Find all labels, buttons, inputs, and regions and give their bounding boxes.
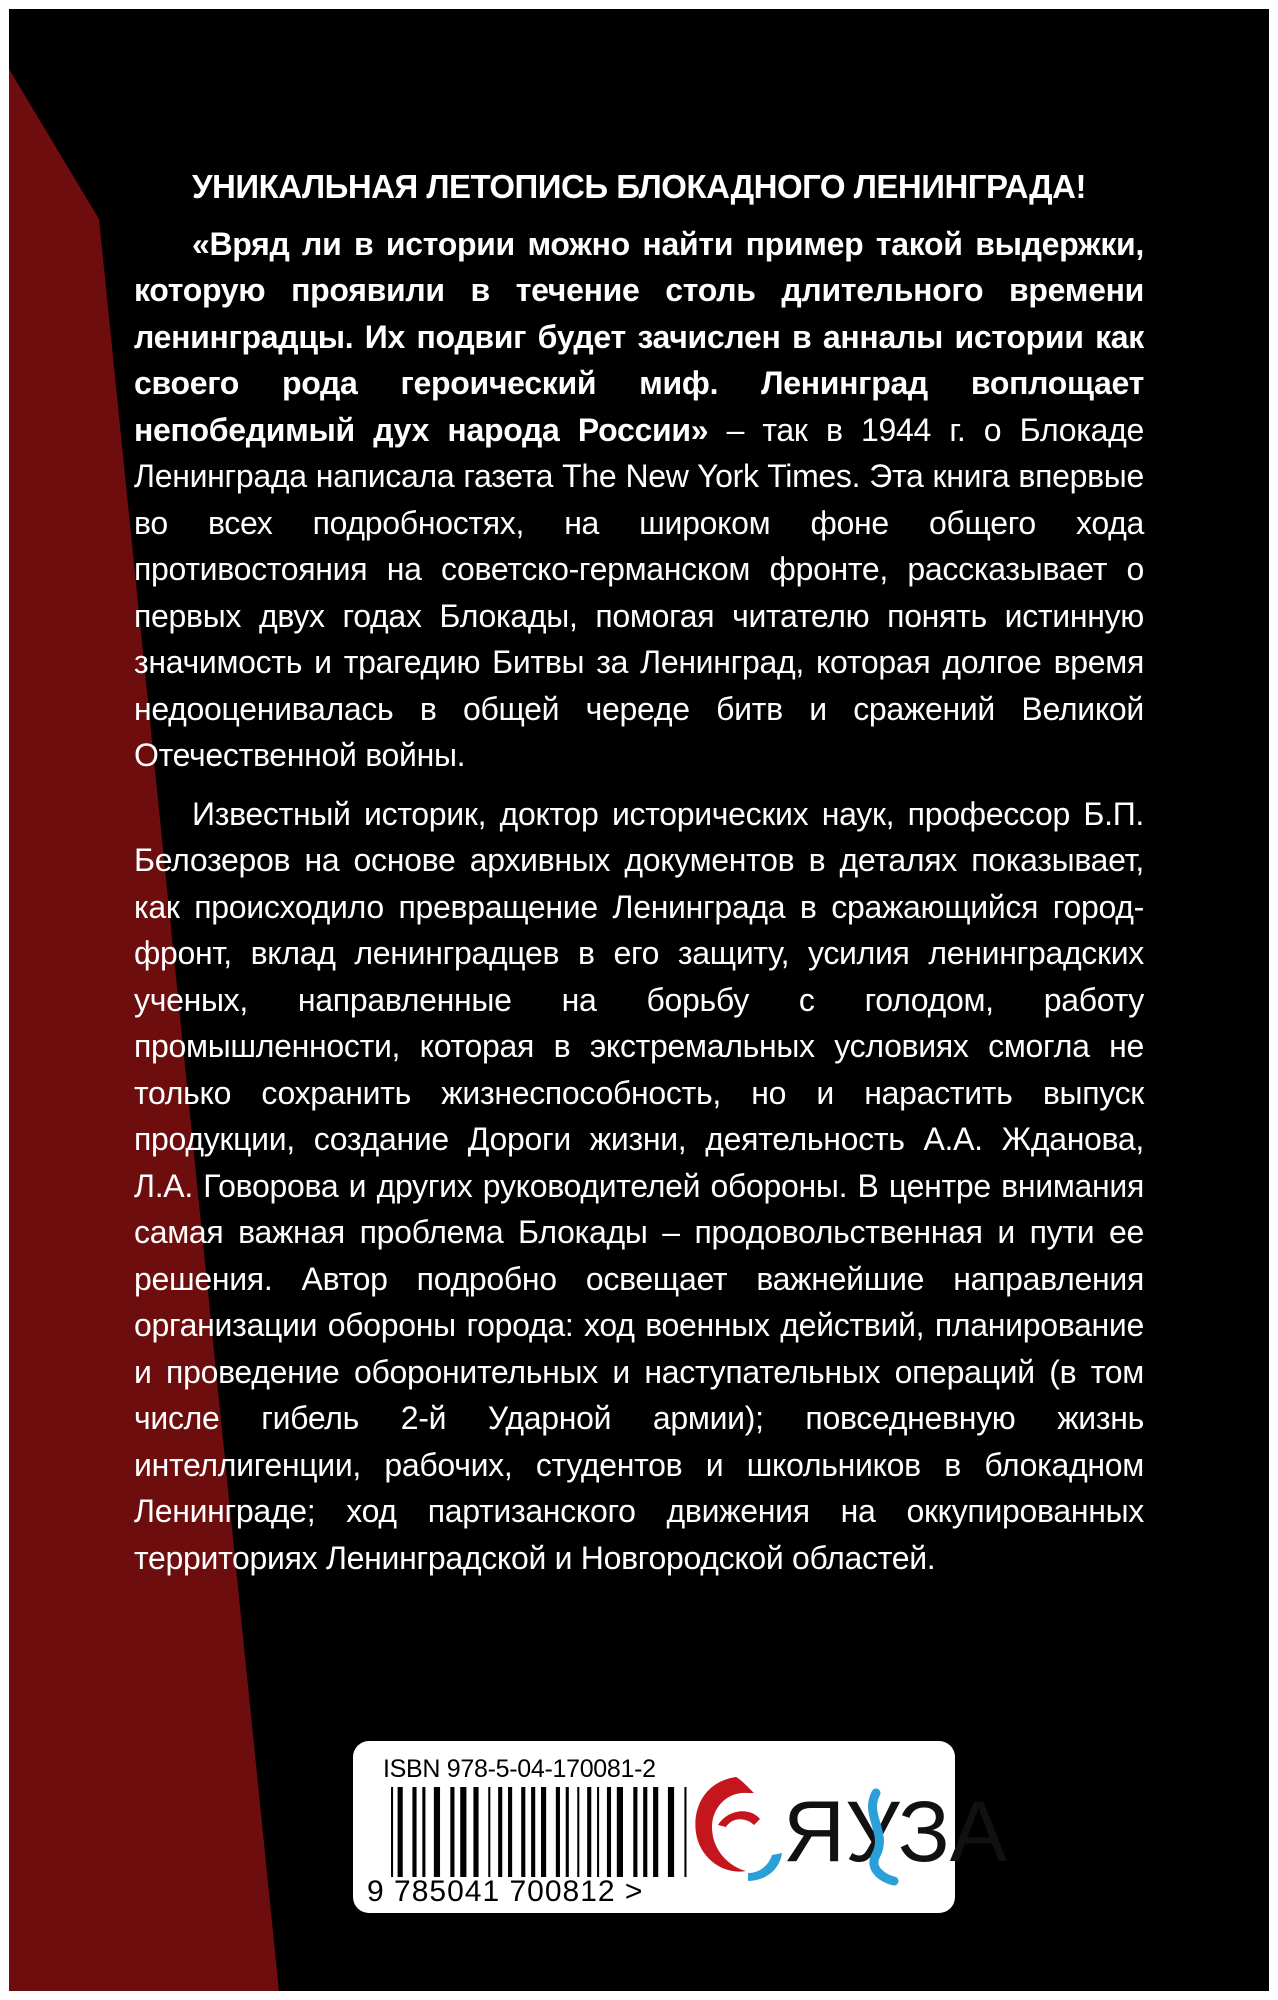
barcode-bar	[653, 1787, 658, 1877]
barcode-bars	[391, 1787, 691, 1877]
barcode-bar	[460, 1787, 466, 1877]
barcode-bar	[607, 1787, 611, 1877]
barcode-bar	[521, 1787, 525, 1877]
barcode-bar	[434, 1787, 440, 1877]
eksmo-e-icon	[695, 1777, 782, 1881]
barcode-bar	[412, 1787, 416, 1877]
barcode-bar	[643, 1787, 647, 1877]
times-quote: «Вряд ли в истории можно найти пример такой выдержки, которую проявили в течение столь длительного времени ленинградцы. Их подвиг будет зачислен в анналы истории как своего рода героический миф. Ленинград воплощает непобедимый дух народа России»	[134, 225, 1144, 448]
barcode-bar	[577, 1787, 579, 1877]
yauza-logo	[688, 1763, 1008, 1893]
paragraph-1-rest: – так в 1944 г. о Блокаде Ленинграда написала газета The New York Times. Эта книга впервые во всех подробностях, на широком фоне общего хода противостояния на советско-германском фронте, рассказывает о первых двух годах Блокады, помогая читателю понять истинную значимость и трагедию Битвы за Ленинград, которая долгое время недооценивалась в общей череде битв и сражений Великой Отечественной войны.	[134, 411, 1144, 773]
annotation-paragraph-1	[134, 221, 1144, 779]
barcode-panel	[353, 1741, 1008, 1913]
barcode-bar	[488, 1787, 490, 1877]
barcode-digits: 9 785041 700812 >	[367, 1875, 644, 1908]
barcode-bar	[473, 1787, 478, 1877]
headline: УНИКАЛЬНАЯ ЛЕТОПИСЬ БЛОКАДНОГО ЛЕНИНГРАДА!	[192, 168, 1086, 205]
annotation-text	[134, 164, 1144, 1581]
barcode-bar	[531, 1787, 535, 1877]
barcode-bar	[422, 1787, 425, 1877]
barcode-bar	[508, 1787, 512, 1877]
back-cover	[9, 9, 1269, 1991]
barcode-bar	[556, 1787, 560, 1877]
isbn-label: ISBN 978-5-04-170081-2	[383, 1755, 656, 1783]
barcode-bar	[633, 1787, 637, 1877]
barcode-bar	[541, 1787, 546, 1877]
barcode-bar	[398, 1787, 403, 1877]
barcode-bar	[450, 1787, 454, 1877]
barcode-bar	[587, 1787, 591, 1877]
barcode-bar	[498, 1787, 502, 1877]
yauza-logo-text: ЯУЗА	[783, 1784, 1008, 1880]
barcode-bar	[597, 1787, 599, 1877]
annotation-paragraph-2: Известный историк, доктор исторических наук, профессор Б.П. Белозеров на основе архивных документов в деталях показывает, как происходило превращение Ленинграда в сражающийся город-фронт, вклад ленинградцев в его защиту, усилия ленинградских ученых, направленные на борьбу с голодом, работу промышленности, которая в экстремальных условиях смогла не только сохранить жизнеспособность, но и нарастить выпуск продукции, создание Дороги жизни, деятельность А.А. Жданова, Л.А. Говорова и других руководителей обороны. В центре внимания самая важная проблема Блокады – продовольственная и пути ее решения. Автор подробно освещает важнейшие направления организации обороны города: ход военных действий, планирование и проведение оборонительных и наступательных операций (в том числе гибель 2-й Ударной армии); повседневную жизнь интеллигенции, рабочих, студентов и школьников в блокадном Ленинграде; ход партизанского движения на оккупированных территориях Ленинградской и Новгородской областей.	[134, 795, 1144, 1576]
barcode-bar	[617, 1787, 623, 1877]
barcode-bar	[391, 1787, 393, 1877]
barcode-bar	[668, 1787, 674, 1877]
barcode-bar	[566, 1787, 569, 1877]
barcode-bar	[684, 1787, 686, 1877]
